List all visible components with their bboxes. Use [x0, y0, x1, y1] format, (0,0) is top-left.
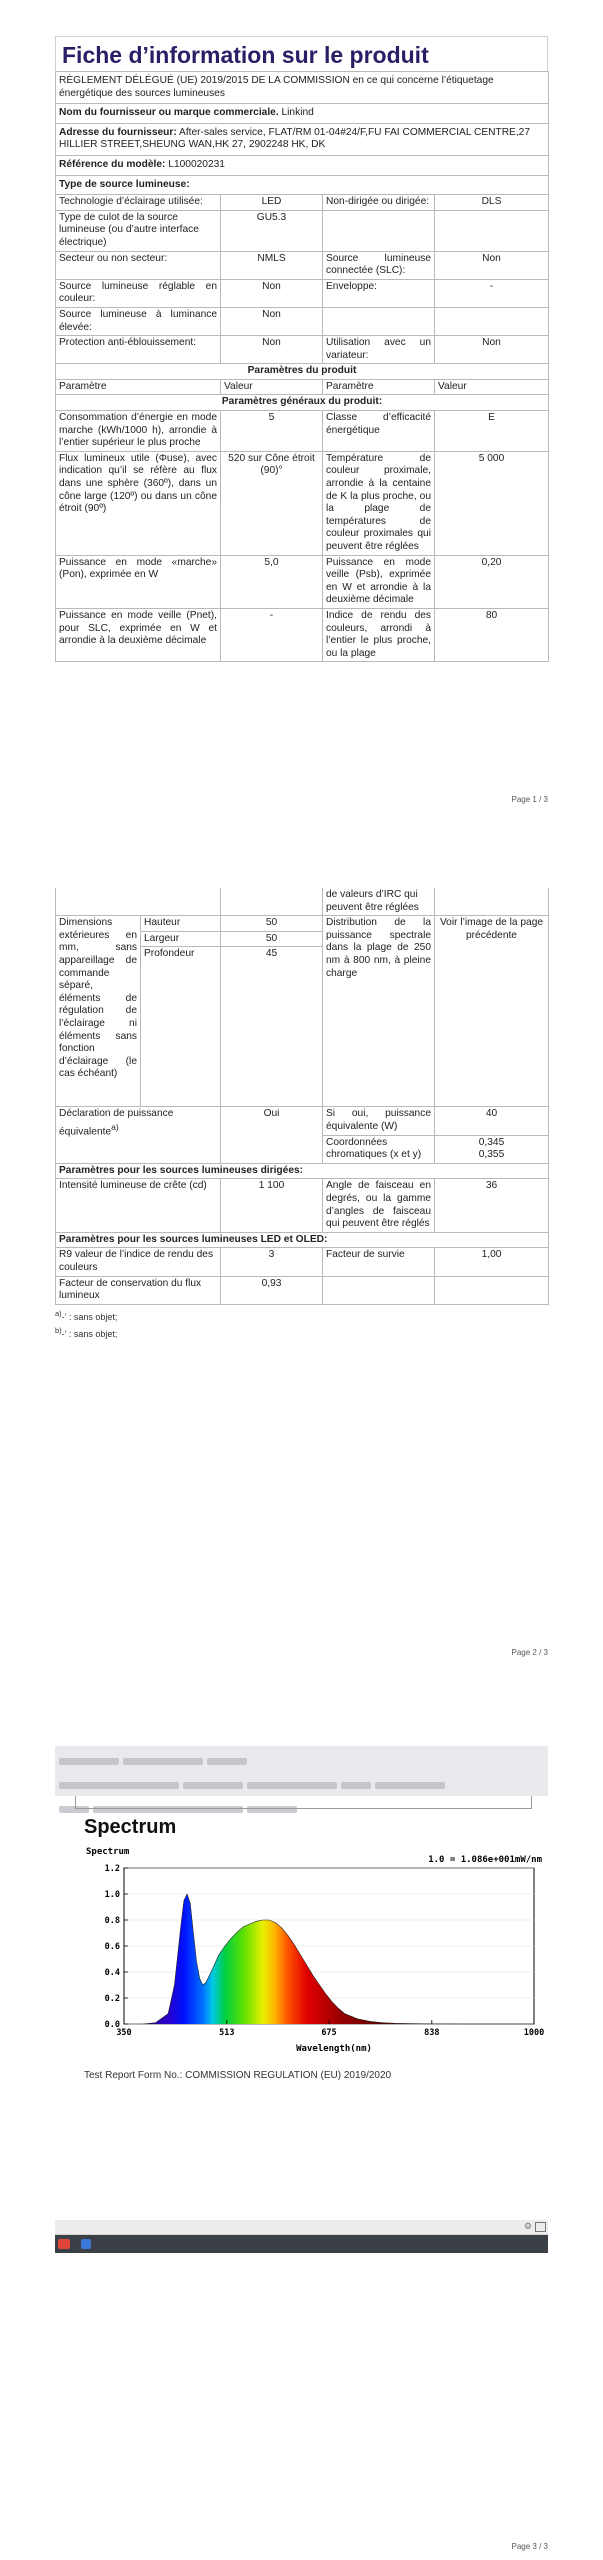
address-label: Adresse du fournisseur:: [59, 126, 177, 138]
general-param-value: E: [435, 411, 549, 452]
source-param-label: Source lumineuse à luminance élevée:: [56, 307, 221, 335]
x-tick-label: 513: [219, 2028, 235, 2038]
report-form-line: Test Report Form No.: COMMISSION REGULATION (EU) 2019/2020: [84, 2070, 392, 2081]
source-param-label: Non-dirigée ou dirigée:: [323, 195, 435, 211]
equiv-row: [56, 1107, 549, 1135]
source-param-label: [323, 210, 435, 251]
maint-label: Facteur de conservation du flux lumineux: [56, 1276, 221, 1304]
led-row: [56, 1276, 549, 1304]
dim-name: Profondeur: [141, 947, 221, 1107]
page-number: Page 3 / 3: [511, 2542, 548, 2551]
general-row: [56, 451, 549, 555]
general-row: [56, 555, 549, 608]
source-param-value: Non: [435, 251, 549, 279]
equiv-label: Déclaration de puissance équivalente: [59, 1108, 174, 1138]
general-param-value: 5: [221, 411, 323, 452]
general-param-value: 5,0: [221, 555, 323, 608]
source-param-label: Utilisation avec un variateur:: [323, 336, 435, 364]
supplier-label: Nom du fournisseur ou marque commerciale.: [59, 107, 279, 119]
dim-value: 45: [221, 947, 323, 1107]
maint-value: 0,93: [221, 1276, 323, 1304]
y-tick-label: 0.0: [104, 2020, 120, 2030]
general-param-label: Indice de rendu des couleurs, arrondi à l’entier le plus proche, ou la plage: [323, 608, 435, 661]
source-param-label: Type de culot de la source lumineuse (ou d’autre interface électrique): [56, 210, 221, 251]
source-param-label: Source lumineuse connectée (SLC):: [323, 251, 435, 279]
equiv-cell: [56, 1107, 221, 1163]
source-param-label: Technologie d’éclairage utilisée:: [56, 195, 221, 211]
spd-value: Voir l’image de la page précédente: [435, 916, 549, 1107]
source-row: [56, 251, 549, 279]
page-3: [0, 1720, 603, 2560]
equiv-sup: a): [111, 1121, 119, 1132]
product-params-header: Paramètres du produit: [56, 364, 549, 380]
general-param-label: Consommation d’énergie en mode marche (kWh/1000 h), arrondie à l’entier supérieur le plus proche: [56, 411, 221, 452]
general-param-label: Température de couleur proximale, arrondie à la centaine de K la plus proche, ou la plage de températures de couleur proximales qui peuvent être réglées: [323, 451, 435, 555]
dim-value: 50: [221, 931, 323, 947]
source-param-value: [435, 210, 549, 251]
x-tick-label: 1000: [523, 2028, 544, 2038]
chart-annotation: 1.0 = 1.086e+001mW/nm: [428, 1855, 542, 1865]
source-param-value: LED: [221, 195, 323, 211]
x-tick-label: 675: [321, 2028, 337, 2038]
y-tick-label: 0.8: [104, 1916, 120, 1926]
beam-label: Angle de faisceau en degrés, ou la gamme d’angles de faisceau qui peuvent être réglés: [323, 1179, 435, 1232]
general-param-value: 520 sur Cône étroit (90)°: [221, 451, 323, 555]
general-param-label: Puissance en mode «marche» (Pon), exprimée en W: [56, 555, 221, 608]
model-row: [56, 155, 549, 175]
directed-header: Paramètres pour les sources lumineuses dirigées:: [56, 1163, 549, 1179]
beam-value: 36: [435, 1179, 549, 1232]
info-table: [55, 71, 549, 662]
source-param-label: Secteur ou non secteur:: [56, 251, 221, 279]
source-param-value: -: [435, 279, 549, 307]
y-tick-label: 1.2: [104, 1864, 120, 1874]
continuation-text: de valeurs d’IRC qui peuvent être réglées: [323, 888, 435, 916]
source-param-value: GU5.3: [221, 210, 323, 251]
general-param-label: Puissance en mode veille (Psb), exprimée en W et arrondie à la deuxième décimale: [323, 555, 435, 608]
general-param-label: Classe d’efficacité énergétique: [323, 411, 435, 452]
dim-name: Largeur: [141, 931, 221, 947]
spectrum-area: [143, 1894, 534, 2024]
general-row: [56, 411, 549, 452]
equiv-power-value: 40: [435, 1107, 549, 1135]
note-a: [55, 1309, 548, 1322]
word-app-icon[interactable]: [81, 2239, 91, 2249]
source-param-label: [323, 307, 435, 335]
source-row: [56, 210, 549, 251]
general-param-value: 0,20: [435, 555, 549, 608]
chroma-label: Coordonnées chromatiques (x et y): [323, 1135, 435, 1163]
dims-label: Dimensions extérieures en mm, sans appareillage de commande séparé, éléments de régulation de l’éclairage ni éléments sans fonction d’éclairage (le cas échéant): [56, 916, 141, 1107]
general-param-value: 5 000: [435, 451, 549, 555]
supplier-value: Linkind: [281, 107, 314, 119]
y-tick-label: 0.6: [104, 1942, 120, 1952]
window-icon[interactable]: [535, 2222, 546, 2232]
survival-label: Facteur de survie: [323, 1248, 435, 1276]
column-header-row: [56, 379, 549, 395]
page-2: [0, 880, 603, 1680]
dims-row: [56, 916, 549, 932]
dim-value: 50: [221, 916, 323, 932]
survival-value: 1,00: [435, 1248, 549, 1276]
source-param-value: Non: [435, 336, 549, 364]
source-param-label: Enveloppe:: [323, 279, 435, 307]
x-tick-label: 838: [424, 2028, 440, 2038]
source-row: [56, 336, 549, 364]
led-row: [56, 1248, 549, 1276]
model-value: L100020231: [168, 158, 225, 170]
equiv-value: Oui: [221, 1107, 323, 1163]
chroma-x: 0,345: [478, 1136, 505, 1148]
page-title: Fiche d’information sur le produit: [55, 36, 548, 71]
note-a-sup: a): [55, 1308, 62, 1318]
col-value-header: Valeur: [435, 379, 549, 395]
page-number: Page 1 / 3: [511, 795, 548, 804]
note-b-sup: b): [55, 1325, 62, 1335]
source-type-header: Type de source lumineuse:: [56, 175, 549, 195]
blurred-header: [55, 1746, 548, 1796]
r9-value: 3: [221, 1248, 323, 1276]
model-label: Référence du modèle:: [59, 158, 166, 170]
source-row: [56, 279, 549, 307]
pdf-app-icon[interactable]: [58, 2239, 70, 2249]
r9-label: R9 valeur de l’indice de rendu des couleurs: [56, 1248, 221, 1276]
supplier-row: [56, 104, 549, 124]
led-header: Paramètres pour les sources lumineuses LED et OLED:: [56, 1232, 549, 1248]
address-row: [56, 123, 549, 155]
spd-label: Distribution de la puissance spectrale dans la plage de 250 nm à 800 nm, à pleine charge: [323, 916, 435, 1107]
general-row: [56, 608, 549, 661]
settings-icon[interactable]: ⚙: [523, 2221, 532, 2231]
y-tick-label: 0.2: [104, 1994, 120, 2004]
source-param-value: Non: [221, 279, 323, 307]
source-param-label: Source lumineuse réglable en couleur:: [56, 279, 221, 307]
note-b: [55, 1326, 548, 1339]
browser-chrome: [55, 2220, 548, 2235]
regulation-text: RÈGLEMENT DÉLÉGUÉ (UE) 2019/2015 DE LA COMMISSION en ce qui concerne l’étiquetage énergétique des sources lumineuses: [56, 72, 549, 104]
source-row: [56, 195, 549, 211]
x-tick-label: 350: [116, 2028, 132, 2038]
spectrum-chart: [84, 1844, 544, 2054]
source-param-value: Non: [221, 307, 323, 335]
general-param-label: Puissance en mode veille (Pnet), pour SLC, exprimée en W et arrondie à la deuxième décimale: [56, 608, 221, 661]
equiv-power-label: Si oui, puissance équivalente (W): [323, 1107, 435, 1135]
source-param-value: NMLS: [221, 251, 323, 279]
note-b-text: -’ : sans objet;: [61, 1328, 118, 1339]
chart-title: Spectrum: [86, 1847, 130, 1857]
chroma-values: [435, 1135, 549, 1163]
source-param-value: [435, 307, 549, 335]
source-param-label: Protection anti-éblouissement:: [56, 336, 221, 364]
report-frame: [75, 1796, 532, 1809]
general-param-label: Flux lumineux utile (Φuse), avec indication qu’il se réfère au flux dans une sphère (360º), dans un cône large (120º) ou dans un cône étroit (90º): [56, 451, 221, 555]
general-param-value: 80: [435, 608, 549, 661]
address-value: After-sales service, FLAT/RM 01-04#24/F,FU FAI COMMERCIAL CENTRE,27 HILLIER STREET,SHEUNG WAN,HK 27, 2902248 HK, DK: [59, 126, 531, 151]
chroma-y: 0,355: [478, 1149, 505, 1161]
peak-value: 1 100: [221, 1179, 323, 1232]
spectrum-heading: Spectrum: [84, 1816, 177, 1838]
col-value-header: Valeur: [221, 379, 323, 395]
general-param-value: -: [221, 608, 323, 661]
directed-row: [56, 1179, 549, 1232]
y-tick-label: 1.0: [104, 1890, 120, 1900]
taskbar: [55, 2235, 548, 2253]
peak-label: Intensité lumineuse de crête (cd): [56, 1179, 221, 1232]
col-param-header: Paramètre: [323, 379, 435, 395]
dim-name: Hauteur: [141, 916, 221, 932]
source-param-value: Non: [221, 336, 323, 364]
source-param-value: DLS: [435, 195, 549, 211]
info-table-continued: [55, 888, 549, 1305]
chart-xlabel: Wavelength(nm): [296, 2044, 372, 2054]
page-1: [0, 0, 603, 830]
source-row: [56, 307, 549, 335]
col-param-header: Paramètre: [56, 379, 221, 395]
y-tick-label: 0.4: [104, 1968, 120, 1978]
general-params-header: Paramètres généraux du produit:: [56, 395, 549, 411]
note-a-text: -’ : sans objet;: [61, 1311, 118, 1322]
page-number: Page 2 / 3: [511, 1648, 548, 1657]
